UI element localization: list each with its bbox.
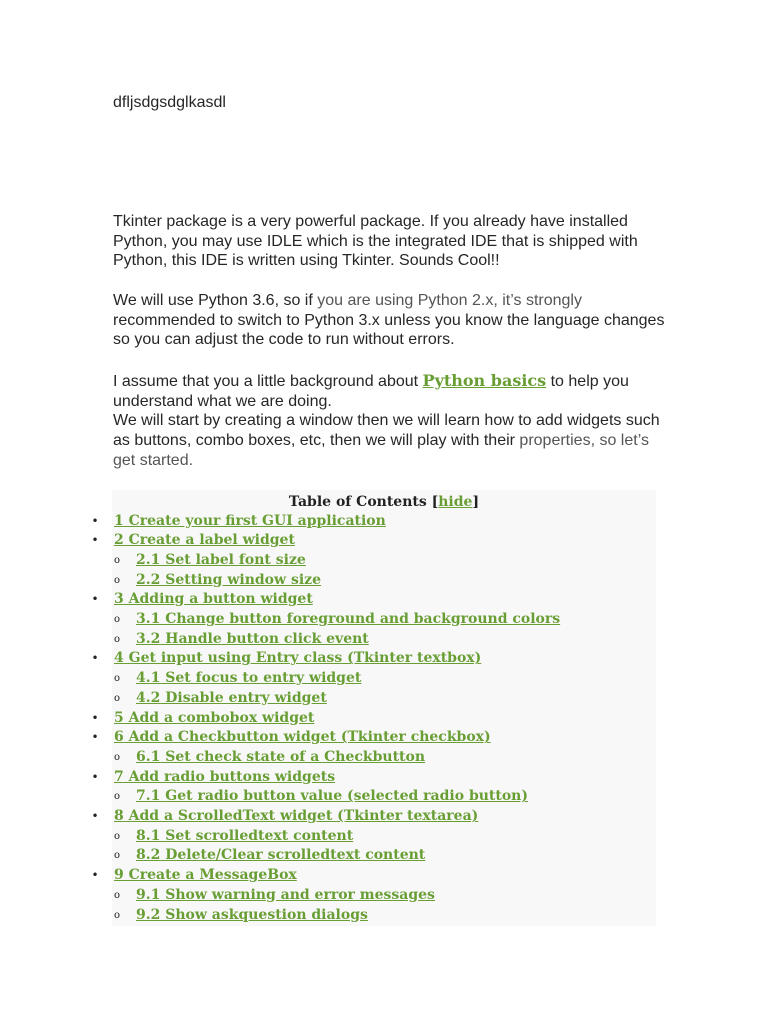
toc-label: Change button foreground and background colors: [160, 611, 561, 627]
bullet-icon: •: [91, 730, 99, 745]
toc-label: Show askquestion dialogs: [160, 906, 368, 923]
toc-label: Get input using Entry class (Tkinter textbox): [123, 650, 482, 667]
bullet-icon: •: [91, 769, 99, 784]
bullet-icon: •: [91, 868, 99, 883]
toc-label: Set check state of a Checkbutton: [160, 748, 426, 765]
toc-item: [88, 748, 656, 768]
toc-number: 9.1: [136, 886, 161, 903]
toc-link[interactable]: [136, 748, 425, 768]
toc-label: Adding a button widget: [123, 591, 313, 608]
p3-part1: I assume that you a little background about: [113, 373, 423, 390]
toc-number: 7.1: [136, 788, 161, 805]
toc-label: Create a MessageBox: [123, 867, 297, 884]
circle-bullet-icon: o: [113, 830, 121, 842]
toc-label: Create a label widget: [123, 532, 295, 549]
toc-title: [112, 493, 656, 511]
toc-number: 4.1: [136, 670, 161, 687]
circle-bullet-icon: o: [113, 692, 121, 704]
toc-link[interactable]: [114, 649, 481, 669]
table-of-contents: [88, 490, 656, 926]
toc-number: 5: [114, 709, 124, 726]
toc-number: 9.2: [136, 906, 161, 923]
python-basics-link[interactable]: Python basics: [422, 371, 547, 390]
toc-link[interactable]: [136, 689, 327, 709]
toc-item: [88, 906, 656, 926]
python-version-paragraph: [113, 291, 673, 350]
circle-bullet-icon: o: [113, 751, 121, 763]
toc-link[interactable]: [136, 571, 321, 591]
toc-link[interactable]: [114, 512, 386, 532]
toc-item: [88, 649, 656, 669]
toc-hide-link[interactable]: hide: [438, 494, 473, 510]
toc-item: [88, 728, 656, 748]
toc-item: [88, 630, 656, 650]
bullet-icon: •: [91, 533, 99, 548]
toc-number: 2.1: [136, 551, 161, 568]
circle-bullet-icon: o: [113, 889, 121, 901]
toc-label: Add a Checkbutton widget (Tkinter checkbox): [123, 729, 491, 746]
toc-item: [88, 610, 656, 630]
toc-item: [88, 846, 656, 866]
toc-number: 4: [114, 650, 124, 667]
circle-bullet-icon: o: [113, 554, 121, 566]
toc-link[interactable]: [114, 768, 335, 788]
toc-number: 7: [114, 768, 124, 785]
toc-number: 2.2: [136, 571, 161, 588]
toc-label: Add radio buttons widgets: [123, 768, 336, 785]
toc-item: [88, 551, 656, 571]
p2-part3: recommended to switch to Python 3.x unless you know the language changes so you can adjust the code to run without errors.: [113, 311, 665, 349]
toc-title-close: ]: [472, 494, 480, 510]
toc-number: 8: [114, 808, 124, 824]
toc-item: [88, 787, 656, 807]
toc-link[interactable]: [136, 827, 353, 847]
toc-item: [88, 669, 656, 689]
toc-number: 3.2: [136, 630, 161, 647]
toc-label: Create your first GUI application: [123, 512, 386, 529]
toc-link[interactable]: [136, 669, 361, 689]
bullet-icon: •: [91, 651, 99, 666]
toc-link[interactable]: [136, 630, 369, 650]
toc-number: 9: [114, 867, 124, 884]
toc-label: Setting window size: [160, 571, 322, 588]
toc-number: 8.2: [136, 847, 161, 864]
bullet-icon: •: [91, 809, 99, 823]
toc-link[interactable]: [114, 531, 295, 551]
toc-item: [88, 590, 656, 610]
toc-label: Handle button click event: [160, 630, 369, 647]
toc-link[interactable]: [136, 906, 368, 926]
toc-link[interactable]: [136, 787, 528, 807]
header-text: dfljsdgsdglkasdl: [113, 94, 226, 111]
circle-bullet-icon: o: [113, 614, 121, 625]
toc-item: [88, 512, 656, 532]
toc-number: 2: [114, 532, 124, 549]
p2-part1: We will use Python 3.6, so if: [113, 292, 318, 309]
toc-label: Set scrolledtext content: [160, 827, 354, 844]
toc-item: [88, 807, 656, 827]
p2-part2: you are using Python 2.x, it’s strongly: [317, 292, 582, 309]
toc-link[interactable]: [136, 886, 435, 906]
toc-number: 6.1: [136, 748, 161, 765]
toc-link[interactable]: [136, 551, 306, 571]
toc-label: Show warning and error messages: [160, 886, 435, 903]
intro-paragraph: Tkinter package is a very powerful package. If you already have installed Python, you may use IDLE which is the integrated IDE that is shipped with Python, this IDE is written using Tkinter. Sounds Cool!!: [113, 213, 638, 270]
toc-number: 1: [114, 512, 124, 529]
circle-bullet-icon: o: [113, 791, 121, 803]
toc-item: [88, 709, 656, 729]
toc-label: Disable entry widget: [160, 689, 327, 706]
circle-bullet-icon: o: [113, 673, 121, 685]
toc-label: Get radio button value (selected radio button): [160, 788, 528, 805]
toc-label: Set focus to entry widget: [160, 670, 362, 687]
toc-item: [88, 866, 656, 886]
toc-link[interactable]: [114, 590, 313, 610]
bullet-icon: •: [91, 513, 99, 528]
bullet-icon: •: [91, 592, 99, 607]
toc-number: 3.1: [136, 611, 161, 627]
p3-part4: properties, so let’s get started.: [113, 432, 649, 469]
circle-bullet-icon: o: [113, 574, 121, 586]
toc-title-text: Table of Contents [: [288, 494, 439, 510]
p3-part2: to help you understand what we are doing.: [113, 373, 629, 410]
toc-link[interactable]: [114, 866, 297, 886]
toc-item: [88, 827, 656, 847]
toc-number: 4.2: [136, 689, 161, 706]
toc-link[interactable]: [136, 846, 425, 866]
p3-part3: We will start by creating a window then we will learn how to add widgets such as buttons, combo boxes, etc, then we will play with their: [113, 412, 660, 450]
toc-label: Add a combobox widget: [123, 709, 315, 726]
toc-number: 8.1: [136, 827, 161, 844]
toc-item: [88, 886, 656, 906]
toc-item: [88, 571, 656, 591]
toc-item: [88, 768, 656, 788]
background-paragraph: [113, 371, 673, 471]
toc-label: Add a ScrolledText widget (Tkinter textarea): [123, 808, 479, 824]
toc-item: [88, 531, 656, 551]
bullet-icon: •: [91, 710, 99, 725]
toc-item: [88, 689, 656, 709]
toc-link[interactable]: [114, 728, 491, 748]
circle-bullet-icon: o: [113, 909, 121, 921]
toc-label: Delete/Clear scrolledtext content: [160, 847, 426, 864]
toc-link[interactable]: [114, 807, 478, 827]
toc-number: 6: [114, 729, 124, 746]
toc-label: Set label font size: [160, 551, 306, 568]
toc-number: 3: [114, 591, 124, 608]
circle-bullet-icon: o: [113, 633, 121, 645]
toc-link[interactable]: [114, 709, 314, 729]
toc-link[interactable]: [136, 610, 560, 630]
circle-bullet-icon: o: [113, 850, 121, 862]
